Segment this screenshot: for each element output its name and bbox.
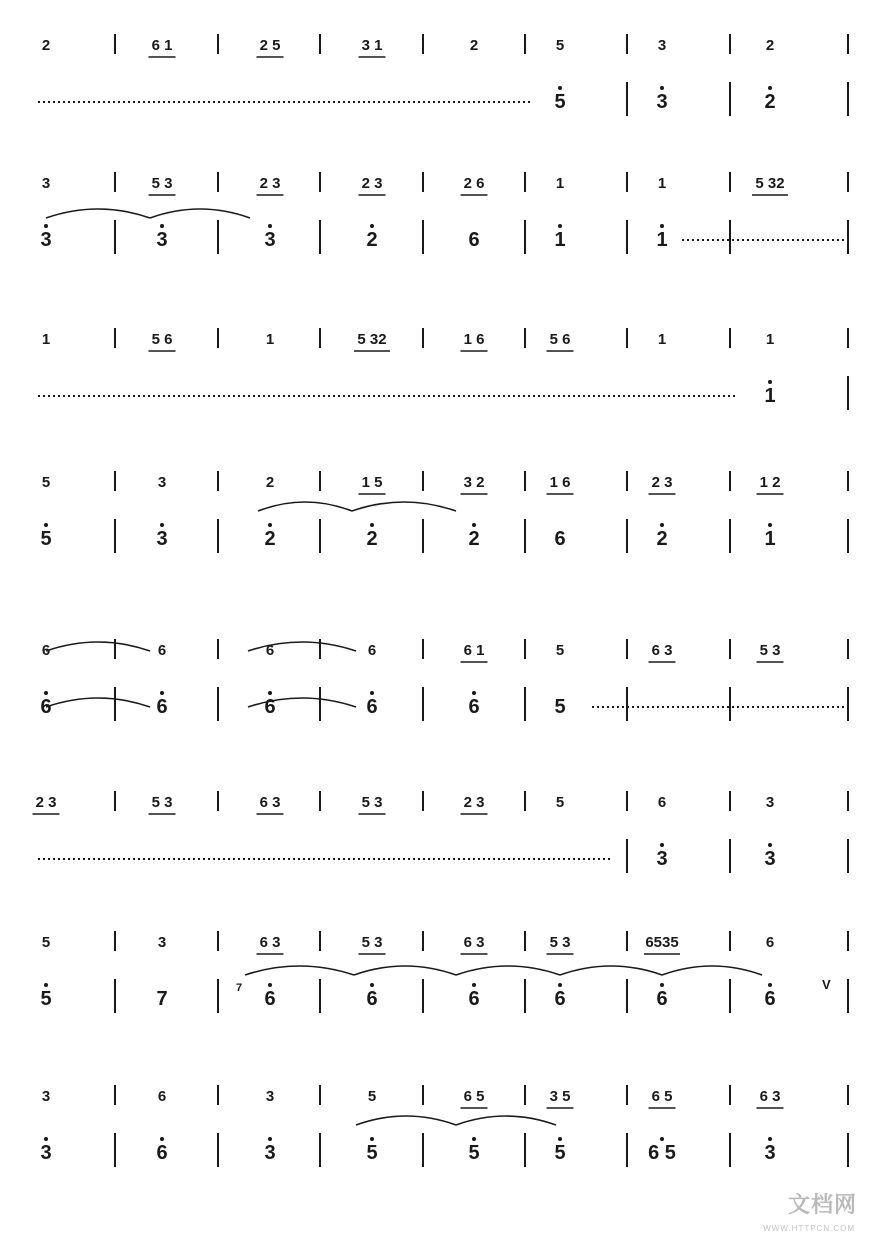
upper-note: 2 — [41, 37, 51, 54]
lower-note: 7 — [156, 988, 168, 1010]
lower-note: 6 — [40, 696, 52, 718]
upper-note: 5 3 — [549, 934, 571, 951]
upper-note: 5 3 — [759, 642, 781, 659]
upper-note: 3 2 — [463, 474, 485, 491]
lower-note: 6 — [468, 696, 480, 718]
lower-note: 6 — [468, 988, 480, 1010]
octave-dot — [660, 983, 664, 987]
upper-note: 3 5 — [549, 1088, 571, 1105]
upper-note: 1 — [657, 175, 667, 192]
tie-arc — [245, 966, 354, 975]
upper-note: 5 6 — [549, 331, 571, 348]
upper-note: 3 — [157, 474, 167, 491]
tie-arc — [258, 502, 352, 511]
lower-note: 3 — [764, 1142, 776, 1164]
lower-note: 6 — [554, 528, 566, 550]
octave-dot — [768, 1137, 772, 1141]
watermark-logo: 文档网 — [787, 1192, 857, 1217]
upper-note: 3 — [265, 1088, 275, 1105]
octave-dot — [768, 86, 772, 90]
upper-note: 6 — [265, 642, 275, 659]
upper-note: 3 — [41, 1088, 51, 1105]
octave-dot — [768, 523, 772, 527]
upper-note: 6 — [657, 794, 667, 811]
lower-note: 3 — [264, 229, 276, 251]
upper-note: 3 — [657, 37, 667, 54]
octave-dot — [768, 983, 772, 987]
octave-dot — [558, 86, 562, 90]
upper-note: 1 — [41, 331, 51, 348]
upper-note: 6535 — [645, 934, 679, 951]
octave-dot — [268, 983, 272, 987]
tie-arc — [456, 1116, 556, 1125]
upper-note: 5 3 — [361, 934, 383, 951]
octave-dot — [558, 224, 562, 228]
upper-note: 2 3 — [361, 175, 383, 192]
octave-dot — [268, 523, 272, 527]
upper-note: 5 — [41, 474, 51, 491]
octave-dot — [660, 224, 664, 228]
upper-note: 2 3 — [259, 175, 281, 192]
octave-dot — [472, 983, 476, 987]
upper-note: 5 32 — [755, 175, 785, 192]
octave-dot — [768, 380, 772, 384]
watermark-url: WWW.HTTPCN.COM — [763, 1224, 855, 1233]
upper-note: 6 3 — [259, 934, 281, 951]
upper-note: 1 2 — [759, 474, 781, 491]
upper-note: 6 — [41, 642, 51, 659]
upper-note: 5 6 — [151, 331, 173, 348]
upper-note: 2 3 — [463, 794, 485, 811]
lower-note: 6 — [764, 988, 776, 1010]
upper-note: 3 — [765, 794, 775, 811]
octave-dot — [160, 523, 164, 527]
upper-note: 1 6 — [463, 331, 485, 348]
lower-note: 5 — [554, 1142, 566, 1164]
lower-note: 5 — [40, 988, 52, 1010]
upper-note: 6 3 — [259, 794, 281, 811]
lower-note: 6 — [264, 988, 276, 1010]
octave-dot — [370, 691, 374, 695]
upper-note: 6 — [157, 1088, 167, 1105]
lower-note: 5 — [366, 1142, 378, 1164]
lower-note: 1 — [764, 385, 776, 407]
tie-arc — [356, 1116, 456, 1125]
octave-dot — [160, 1137, 164, 1141]
upper-note: 3 — [157, 934, 167, 951]
lower-note: 6 — [554, 988, 566, 1010]
upper-note: 2 — [469, 37, 479, 54]
octave-dot — [768, 843, 772, 847]
upper-note: 2 5 — [259, 37, 281, 54]
upper-note: 5 — [555, 794, 565, 811]
lower-note: 1 — [656, 229, 668, 251]
tie-arc — [354, 966, 456, 975]
lower-note: 2 — [656, 528, 668, 550]
tie-arc — [662, 966, 762, 975]
tie-arc — [560, 966, 662, 975]
upper-note: 5 — [41, 934, 51, 951]
lower-note: 3 — [156, 229, 168, 251]
octave-dot — [268, 224, 272, 228]
lower-note: 3 — [40, 1142, 52, 1164]
upper-note: 6 5 — [651, 1088, 673, 1105]
upper-note: 1 5 — [361, 474, 383, 491]
upper-note: 2 6 — [463, 175, 485, 192]
lower-note: 2 — [366, 229, 378, 251]
upper-note: 2 3 — [35, 794, 57, 811]
upper-note: 3 — [41, 175, 51, 192]
tie-arc — [248, 642, 356, 651]
octave-dot — [44, 523, 48, 527]
octave-dot — [472, 691, 476, 695]
lower-note: 6 — [156, 1142, 168, 1164]
upper-note: 2 — [265, 474, 275, 491]
breath-mark: V — [822, 977, 831, 992]
grace-note: 7 — [236, 982, 243, 994]
lower-note: 6 — [656, 988, 668, 1010]
lower-note: 6 — [468, 229, 480, 251]
octave-dot — [370, 1137, 374, 1141]
tie-arc — [46, 642, 150, 651]
octave-dot — [44, 983, 48, 987]
upper-note: 5 3 — [151, 794, 173, 811]
lower-note: 3 — [764, 848, 776, 870]
upper-note: 1 — [265, 331, 275, 348]
upper-note: 3 1 — [361, 37, 383, 54]
lower-note: 2 — [468, 528, 480, 550]
octave-dot — [160, 691, 164, 695]
lower-note: 5 — [554, 91, 566, 113]
upper-note: 1 — [555, 175, 565, 192]
upper-note: 2 — [765, 37, 775, 54]
upper-note: 5 — [555, 642, 565, 659]
octave-dot — [370, 224, 374, 228]
octave-dot — [558, 1137, 562, 1141]
tie-arc — [150, 209, 250, 218]
tie-arc — [456, 966, 560, 975]
lower-note: 3 — [656, 91, 668, 113]
upper-note: 2 3 — [651, 474, 673, 491]
tie-arc — [46, 698, 150, 707]
octave-dot — [660, 843, 664, 847]
upper-note: 5 32 — [357, 331, 387, 348]
lower-note: 6 — [366, 696, 378, 718]
octave-dot — [660, 523, 664, 527]
octave-dot — [472, 1137, 476, 1141]
upper-note: 6 — [157, 642, 167, 659]
upper-note: 6 1 — [151, 37, 173, 54]
upper-note: 5 — [555, 37, 565, 54]
lower-note: 2 — [366, 528, 378, 550]
octave-dot — [472, 523, 476, 527]
octave-dot — [160, 224, 164, 228]
lower-note: 6 — [366, 988, 378, 1010]
octave-dot — [558, 983, 562, 987]
upper-note: 6 — [367, 642, 377, 659]
octave-dot — [370, 523, 374, 527]
lower-note: 6 — [264, 696, 276, 718]
octave-dot — [268, 691, 272, 695]
octave-dot — [268, 1137, 272, 1141]
lower-note: 2 — [764, 91, 776, 113]
upper-note: 5 3 — [151, 175, 173, 192]
lower-note: 3 — [264, 1142, 276, 1164]
upper-note: 6 1 — [463, 642, 485, 659]
octave-dot — [370, 983, 374, 987]
upper-note: 6 3 — [759, 1088, 781, 1105]
tie-arc — [46, 209, 150, 218]
upper-note: 6 — [765, 934, 775, 951]
lower-note: 6 5 — [648, 1142, 676, 1164]
upper-note: 6 5 — [463, 1088, 485, 1105]
octave-dot — [44, 1137, 48, 1141]
lower-note: 5 — [40, 528, 52, 550]
upper-note: 1 — [765, 331, 775, 348]
tie-arc — [352, 502, 456, 511]
octave-dot — [660, 86, 664, 90]
lower-note: 2 — [264, 528, 276, 550]
upper-note: 6 3 — [463, 934, 485, 951]
lower-note: 1 — [764, 528, 776, 550]
lower-note: 3 — [40, 229, 52, 251]
lower-note: 5 — [468, 1142, 480, 1164]
octave-dot — [660, 1137, 664, 1141]
lower-note: 5 — [554, 696, 566, 718]
lower-note: 3 — [656, 848, 668, 870]
upper-note: 5 — [367, 1088, 377, 1105]
lower-note: 6 — [156, 696, 168, 718]
upper-note: 5 3 — [361, 794, 383, 811]
octave-dot — [44, 691, 48, 695]
lower-note: 1 — [554, 229, 566, 251]
lower-note: 3 — [156, 528, 168, 550]
octave-dot — [44, 224, 48, 228]
upper-note: 1 6 — [549, 474, 571, 491]
upper-note: 6 3 — [651, 642, 673, 659]
upper-note: 1 — [657, 331, 667, 348]
